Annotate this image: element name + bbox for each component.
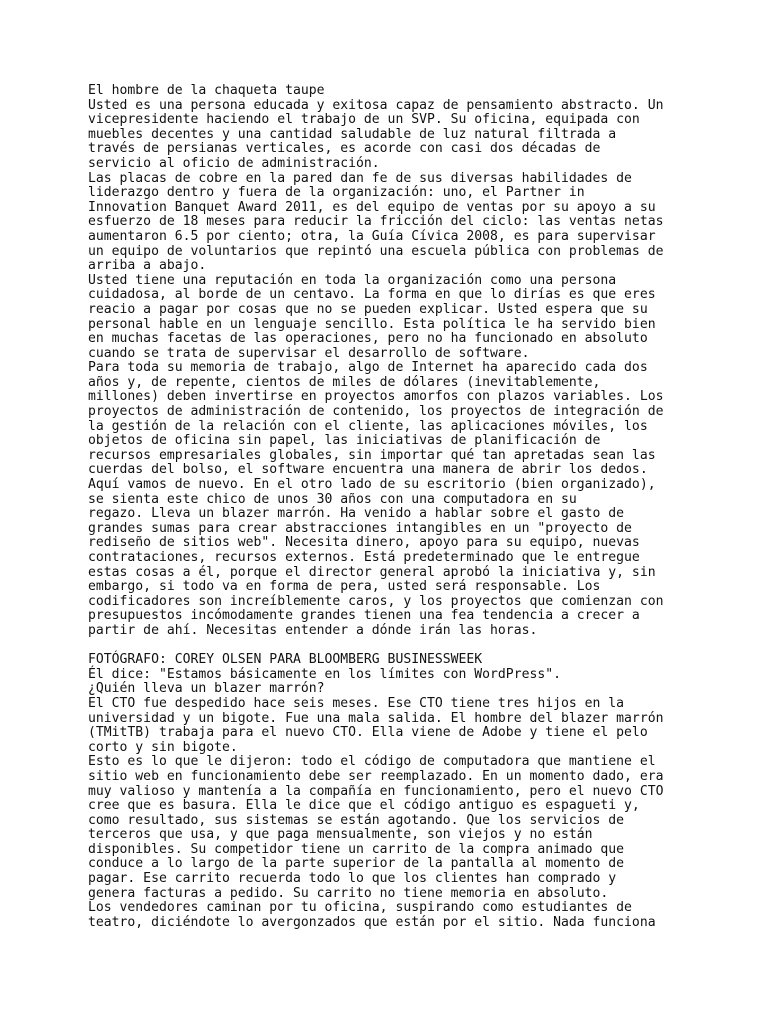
text-line: contrataciones, recursos externos. Está predeterminado que le entregue xyxy=(88,550,640,565)
document-section-main xyxy=(88,84,758,639)
text-line: millones) deben invertirse en proyectos amorfos con plazos variables. Los xyxy=(88,389,664,405)
text-line: Para toda su memoria de trabajo, algo de Internet ha aparecido cada dos xyxy=(88,360,648,376)
text-line: esfuerzo de 18 meses para reducir la fricción del ciclo: las ventas netas xyxy=(88,214,664,230)
text-line: través de persianas verticales, es acorde con casi dos décadas de xyxy=(88,141,601,157)
text-line: El CTO fue despedido hace seis meses. Ese CTO tiene tres hijos en la xyxy=(88,695,625,711)
text-line: cree que es basura. Ella le dice que el código antiguo es espagueti y, xyxy=(88,798,640,814)
text-line: reacio a pagar por cosas que no se pueden explicar. Usted espera que su xyxy=(88,301,648,317)
text-line: liderazgo dentro y fuera de la organización: uno, el Partner in xyxy=(88,185,585,201)
text-line: servicio al oficio de administración. xyxy=(88,155,380,171)
text-line: FOTÓGRAFO: COREY OLSEN PARA BLOOMBERG BUSINESSWEEK xyxy=(88,652,483,668)
text-line: proyectos de administración de contenido, los proyectos de integración de xyxy=(88,404,664,420)
text-line: Él dice: "Estamos básicamente en los límites con WordPress". xyxy=(88,666,561,682)
text-line: teatro, diciéndote lo avergonzados que están por el sitio. Nada funciona xyxy=(88,914,656,930)
text-line: la gestión de la relación con el cliente, las aplicaciones móviles, los xyxy=(88,418,648,434)
text-line: como resultado, sus sistemas se están agotando. Que los servicios de xyxy=(88,812,625,828)
text-line: un equipo de voluntarios que repintó una escuela pública con problemas de xyxy=(88,243,664,259)
text-line: en muchas facetas de las operaciones, pero no ha funcionado en absoluto xyxy=(88,331,648,347)
text-line: Las placas de cobre en la pared dan fe de sus diversas habilidades de xyxy=(88,170,632,186)
text-line: arriba a abajo. xyxy=(88,258,207,274)
text-line: embargo, si todo va en forma de pera, usted será responsable. Los xyxy=(88,579,601,595)
text-line: El hombre de la chaqueta taupe xyxy=(88,83,325,98)
text-line: partir de ahí. Necesitas entender a dónde irán las horas. xyxy=(88,622,538,638)
text-line: Esto es lo que le dijeron: todo el código de computadora que mantiene el xyxy=(88,754,656,770)
text-line: Usted tiene una reputación en toda la organización como una persona xyxy=(88,272,617,288)
text-line: estas cosas a él, porque el director general aprobó la iniciativa y, sin xyxy=(88,564,656,580)
text-line: universidad y un bigote. Fue una mala salida. El hombre del blazer marrón xyxy=(88,710,664,726)
text-line: Aquí vamos de nuevo. En el otro lado de su escritorio (bien organizado), xyxy=(88,477,656,493)
text-line: terceros que usa, y que paga mensualmente, son viejos y no están xyxy=(88,827,593,843)
text-line: cuando se trata de supervisar el desarrollo de software. xyxy=(88,345,530,361)
text-line: recursos empresariales globales, sin importar qué tan apretadas sean las xyxy=(88,447,656,463)
text-line: muebles decentes y una cantidad saludable de luz natural filtrada a xyxy=(88,126,617,142)
text-line: disponibles. Su competidor tiene un carrito de la compra animado que xyxy=(88,841,625,857)
text-line: ¿Quién lleva un blazer marrón? xyxy=(88,681,325,697)
text-line: cuerdas del bolso, el software encuentra una manera de abrir los dedos. xyxy=(88,462,648,478)
text-line: sitio web en funcionamiento debe ser reemplazado. En un momento dado, era xyxy=(88,768,664,784)
text-line: presupuestos incómodamente grandes tienen una fea tendencia a crecer a xyxy=(88,608,640,624)
text-line: grandes sumas para crear abstracciones intangibles en un "proyecto de xyxy=(88,520,632,536)
document-page xyxy=(88,84,758,930)
text-line: aumentaron 6.5 por ciento; otra, la Guía Cívica 2008, es para supervisar xyxy=(88,228,656,244)
text-line: vicepresidente haciendo el trabajo de un SVP. Su oficina, equipada con xyxy=(88,112,640,128)
text-line: (TMitTB) trabaja para el nuevo CTO. Ella viene de Adobe y tiene el pelo xyxy=(88,725,648,741)
text-line: Usted es una persona educada y exitosa capaz de pensamiento abstracto. Un xyxy=(88,97,664,113)
document-section-continued xyxy=(88,653,758,930)
text-line: regazo. Lleva un blazer marrón. Ha venido a hablar sobre el gasto de xyxy=(88,506,625,522)
text-line: personal hable en un lenguaje sencillo. Esta política le ha servido bien xyxy=(88,316,656,332)
text-line: Innovation Banquet Award 2011, es del equipo de ventas por su apoyo a su xyxy=(88,199,656,215)
text-line: muy valioso y mantenía a la compañía en funcionamiento, pero el nuevo CTO xyxy=(88,783,664,799)
text-line: genera facturas a pedido. Su carrito no tiene memoria en absoluto. xyxy=(88,885,609,901)
text-line: cuidadosa, al borde de un centavo. La forma en que lo dirías es que eres xyxy=(88,287,656,303)
text-line: conduce a lo largo de la parte superior de la pantalla al momento de xyxy=(88,856,625,872)
text-line: corto y sin bigote. xyxy=(88,739,238,755)
text-line: codificadores son increíblemente caros, y los proyectos que comienzan con xyxy=(88,593,664,609)
paragraph-gap xyxy=(88,639,758,654)
text-line: pagar. Ese carrito recuerda todo lo que los clientes han comprado y xyxy=(88,871,617,887)
text-line: años y, de repente, cientos de miles de dólares (inevitablemente, xyxy=(88,374,601,390)
text-line: se sienta este chico de unos 30 años con una computadora en su xyxy=(88,491,577,507)
text-line: objetos de oficina sin papel, las iniciativas de planificación de xyxy=(88,433,601,449)
text-line: rediseño de sitios web". Necesita dinero, apoyo para su equipo, nuevas xyxy=(88,535,640,551)
text-line: Los vendedores caminan por tu oficina, suspirando como estudiantes de xyxy=(88,900,632,916)
